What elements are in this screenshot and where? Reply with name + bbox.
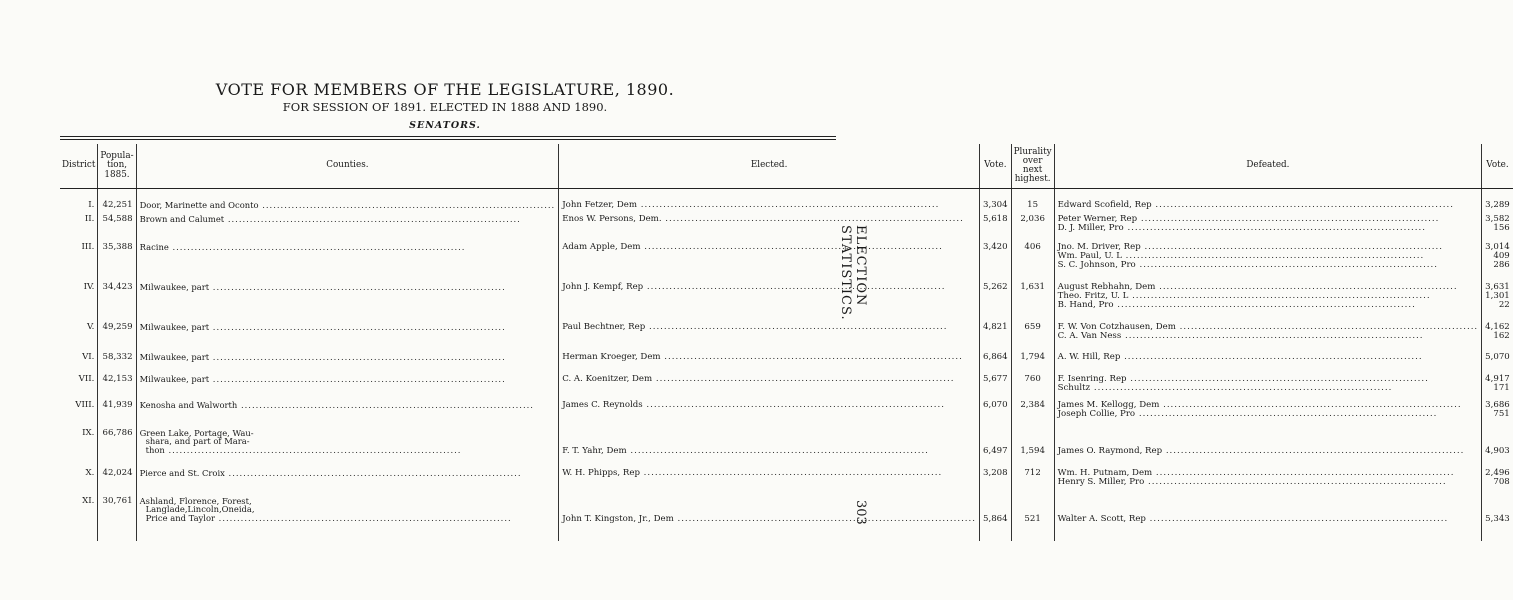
district-cell: X. <box>85 467 95 478</box>
plurality-cell: 2,384 <box>1011 401 1054 429</box>
population-cell: 42,153 <box>98 375 136 401</box>
plurality-cell: 1,631 <box>1011 283 1054 323</box>
table-row <box>60 401 1513 429</box>
page-subtitle: FOR SESSION OF 1891. ELECTED IN 1888 AND 1890. <box>282 100 608 114</box>
defeated-name: C. A. Van Ness ..... <box>1058 332 1479 341</box>
population-cell: 58,332 <box>98 353 136 375</box>
col-plurality: Plurality over next highest. <box>1011 144 1054 189</box>
defeated-name: Wm. H. Putnam, Dem ..... <box>1058 469 1479 478</box>
population-cell: 35,388 <box>98 243 136 283</box>
district-cell: II. <box>84 213 95 224</box>
plurality-cell: 15 <box>1011 189 1054 215</box>
plurality-cell: 2,036 <box>1011 215 1054 243</box>
elected-cell <box>559 429 980 469</box>
defeated-name: Peter Werner, Rep ..... <box>1058 215 1479 224</box>
defeated-name: James O. Raymond, Rep ..... <box>1058 447 1479 456</box>
defeated-vote-cell <box>1482 429 1513 469</box>
table-row <box>60 429 1513 469</box>
defeated-vote: 3,289 <box>1485 200 1510 210</box>
counties-cell <box>136 215 559 243</box>
elected-cell <box>559 215 980 243</box>
defeated-name: B. Hand, Pro ..... <box>1058 301 1479 310</box>
county-line: Milwaukee, part ..... <box>140 283 556 292</box>
county-line: Pierce and St. Croix ..... <box>140 469 556 478</box>
col-population: Popula-tion, 1885. <box>98 144 136 189</box>
district-cell: V. <box>86 321 95 332</box>
counties-cell <box>136 469 559 497</box>
county-line: Langlade,Lincoln,Oneida, <box>145 504 255 515</box>
defeated-vote: 4,162 <box>1485 321 1510 332</box>
counties-cell <box>136 189 559 215</box>
elected-cell <box>559 323 980 353</box>
col-vote-defeated: Vote. <box>1482 144 1513 189</box>
col-elected: Elected. <box>559 144 980 189</box>
defeated-vote: 708 <box>1493 476 1510 487</box>
elected-name: John J. Kempf, Rep ..... <box>562 283 976 292</box>
defeated-name: F. Isenring. Rep ..... <box>1058 375 1479 384</box>
defeated-name: A. W. Hill, Rep ..... <box>1058 353 1479 362</box>
col-defeated: Defeated. <box>1054 144 1482 189</box>
population-cell: 66,786 <box>98 429 136 469</box>
plurality-cell: 712 <box>1011 469 1054 497</box>
district-cell: VII. <box>78 373 95 384</box>
population-cell: 34,423 <box>98 283 136 323</box>
county-line: Door, Marinette and Oconto ..... <box>140 201 556 210</box>
defeated-name: Edward Scofield, Rep ..... <box>1058 201 1479 210</box>
defeated-vote: 751 <box>1493 408 1510 419</box>
elected-cell <box>559 401 980 429</box>
table-row <box>60 243 1513 283</box>
counties-cell <box>136 283 559 323</box>
defeated-name: Walter A. Scott, Rep ..... <box>1058 515 1479 524</box>
defeated-vote: 409 <box>1493 250 1510 261</box>
defeated-vote: 3,631 <box>1485 281 1510 292</box>
side-label: ELECTION STATISTICS. <box>838 225 868 321</box>
defeated-vote: 2,496 <box>1485 467 1510 478</box>
plurality-cell: 521 <box>1011 497 1054 541</box>
defeated-name: Wm. Paul, U. L ..... <box>1058 252 1479 261</box>
defeated-cell <box>1054 469 1482 497</box>
defeated-vote: 286 <box>1493 259 1510 270</box>
table-row <box>60 215 1513 243</box>
elected-name: F. T. Yahr, Dem ..... <box>562 429 976 456</box>
defeated-vote: 171 <box>1493 382 1510 393</box>
elected-name: W. H. Phipps, Rep ..... <box>562 469 976 478</box>
defeated-vote-cell <box>1482 497 1513 541</box>
defeated-name: Schultz ..... <box>1058 384 1479 393</box>
population-cell: 49,259 <box>98 323 136 353</box>
defeated-name: August Rebhahn, Dem ..... <box>1058 283 1479 292</box>
top-rule-2 <box>60 139 836 140</box>
elected-cell <box>559 469 980 497</box>
defeated-vote: 5,070 <box>1485 351 1510 362</box>
defeated-name: Henry S. Miller, Pro ..... <box>1058 478 1479 487</box>
defeated-vote: 3,686 <box>1485 399 1510 410</box>
table-row <box>60 353 1513 375</box>
defeated-vote: 3,014 <box>1485 241 1510 252</box>
defeated-vote: 4,903 <box>1485 445 1510 456</box>
counties-cell <box>136 243 559 283</box>
defeated-cell <box>1054 215 1482 243</box>
population-cell: 54,588 <box>98 215 136 243</box>
defeated-cell <box>1054 429 1482 469</box>
col-counties: Counties. <box>136 144 559 189</box>
vote-cell: 5,677 <box>980 375 1012 401</box>
elected-name: John Fetzer, Dem ..... <box>562 201 976 210</box>
defeated-vote: 1,301 <box>1485 290 1510 301</box>
defeated-vote-cell <box>1482 401 1513 429</box>
vote-cell: 3,420 <box>980 243 1012 283</box>
page-title: VOTE FOR MEMBERS OF THE LEGISLATURE, 1890. <box>215 80 675 99</box>
defeated-vote: 5,343 <box>1485 513 1510 524</box>
vote-cell: 6,864 <box>980 353 1012 375</box>
elected-cell <box>559 353 980 375</box>
district-cell: VI. <box>82 351 95 362</box>
defeated-vote-cell <box>1482 283 1513 323</box>
table-row <box>60 189 1513 215</box>
col-vote: Vote. <box>980 144 1012 189</box>
defeated-name: Theo. Fritz, U. L ..... <box>1058 292 1479 301</box>
vote-cell: 3,208 <box>980 469 1012 497</box>
elected-cell <box>559 283 980 323</box>
defeated-cell <box>1054 401 1482 429</box>
elected-cell <box>559 497 980 541</box>
page-number: 303 <box>853 500 868 525</box>
vote-cell: 4,821 <box>980 323 1012 353</box>
plurality-cell: 406 <box>1011 243 1054 283</box>
section-heading: SENATORS. <box>409 120 481 131</box>
county-line: Milwaukee, part ..... <box>140 353 556 362</box>
counties-cell <box>136 323 559 353</box>
defeated-vote: 22 <box>1498 299 1510 310</box>
defeated-name: Joseph Collie, Pro ..... <box>1058 410 1479 419</box>
defeated-vote-cell <box>1482 189 1513 215</box>
county-line: Brown and Calumet ..... <box>140 215 556 224</box>
population-cell: 30,761 <box>98 497 136 541</box>
defeated-vote-cell <box>1482 215 1513 243</box>
senators-vote-table <box>60 144 1513 541</box>
district-cell: XI. <box>82 495 95 506</box>
elected-name: John T. Kingston, Jr., Dem ..... <box>562 497 976 524</box>
county-line: thon ..... <box>140 446 556 455</box>
counties-cell <box>136 353 559 375</box>
table-row <box>60 323 1513 353</box>
defeated-name: D. J. Miller, Pro ..... <box>1058 224 1479 233</box>
defeated-name: James M. Kellogg, Dem ..... <box>1058 401 1479 410</box>
defeated-cell <box>1054 323 1482 353</box>
vote-cell: 5,618 <box>980 215 1012 243</box>
district-cell: III. <box>81 241 95 252</box>
county-line: Racine ..... <box>140 243 556 252</box>
defeated-vote-cell <box>1482 469 1513 497</box>
defeated-cell <box>1054 375 1482 401</box>
counties-cell <box>136 497 559 541</box>
elected-name: Herman Kroeger, Dem ..... <box>562 353 976 362</box>
district-cell: IX. <box>82 427 95 438</box>
defeated-cell <box>1054 189 1482 215</box>
defeated-name: S. C. Johnson, Pro ..... <box>1058 261 1479 270</box>
table-row <box>60 375 1513 401</box>
counties-cell <box>136 429 559 469</box>
defeated-vote: 4,917 <box>1485 373 1510 384</box>
elected-name: C. A. Koenitzer, Dem ..... <box>562 375 976 384</box>
elected-cell <box>559 189 980 215</box>
defeated-name: F. W. Von Cotzhausen, Dem ..... <box>1058 323 1479 332</box>
elected-cell <box>559 243 980 283</box>
counties-cell <box>136 375 559 401</box>
defeated-vote-cell <box>1482 243 1513 283</box>
defeated-vote-cell <box>1482 353 1513 375</box>
plurality-cell: 760 <box>1011 375 1054 401</box>
county-line: Milwaukee, part ..... <box>140 323 556 332</box>
table-header-row <box>60 144 1513 189</box>
vote-cell: 5,262 <box>980 283 1012 323</box>
defeated-cell <box>1054 243 1482 283</box>
district-cell: IV. <box>83 281 95 292</box>
elected-name: Adam Apple, Dem ..... <box>562 243 976 252</box>
plurality-cell: 1,794 <box>1011 353 1054 375</box>
county-line: shara, and part of Mara- <box>145 436 250 447</box>
district-cell: I. <box>88 200 95 210</box>
defeated-cell <box>1054 497 1482 541</box>
county-line: Ashland, Florence, Forest, <box>139 495 252 506</box>
population-cell: 41,939 <box>98 401 136 429</box>
plurality-cell: 659 <box>1011 323 1054 353</box>
defeated-vote: 156 <box>1493 222 1510 233</box>
table-row <box>60 469 1513 497</box>
county-line: Milwaukee, part ..... <box>140 375 556 384</box>
district-cell: VIII. <box>75 399 95 410</box>
counties-cell <box>136 401 559 429</box>
defeated-vote: 3,582 <box>1485 213 1510 224</box>
vote-cell: 6,070 <box>980 401 1012 429</box>
plurality-cell: 1,594 <box>1011 429 1054 469</box>
county-line: Green Lake, Portage, Wau- <box>139 427 254 438</box>
vote-cell: 6,497 <box>980 429 1012 469</box>
elected-name: James C. Reynolds ..... <box>562 401 976 410</box>
county-line: Kenosha and Walworth ..... <box>140 401 556 410</box>
defeated-vote: 162 <box>1493 330 1510 341</box>
defeated-name: Jno. M. Driver, Rep ..... <box>1058 243 1479 252</box>
top-rule-1 <box>60 136 836 137</box>
vote-cell: 5,864 <box>980 497 1012 541</box>
defeated-vote-cell <box>1482 375 1513 401</box>
defeated-cell <box>1054 353 1482 375</box>
elected-name: Enos W. Persons, Dem. ..... <box>562 215 976 224</box>
elected-cell <box>559 375 980 401</box>
defeated-cell <box>1054 283 1482 323</box>
population-cell: 42,251 <box>98 189 136 215</box>
elected-name: Paul Bechtner, Rep ..... <box>562 323 976 332</box>
table-row <box>60 497 1513 541</box>
defeated-vote-cell <box>1482 323 1513 353</box>
vote-cell: 3,304 <box>980 189 1012 215</box>
table-row <box>60 283 1513 323</box>
population-cell: 42,024 <box>98 469 136 497</box>
col-district: District <box>60 144 98 189</box>
county-line: Price and Taylor ..... <box>140 514 556 523</box>
